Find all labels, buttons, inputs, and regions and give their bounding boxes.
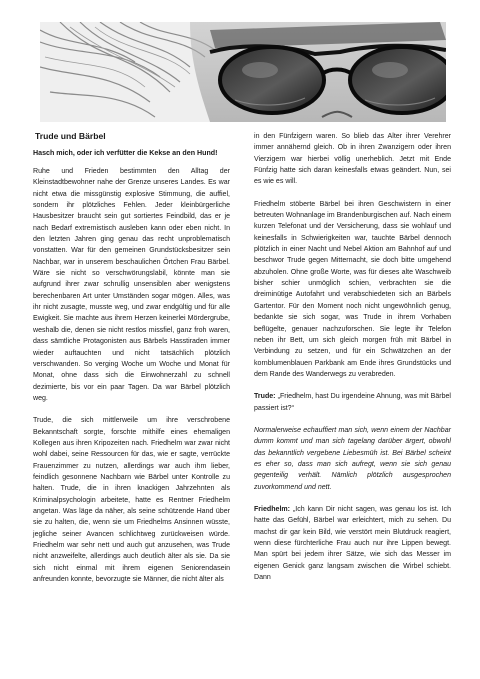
speaker-label: Friedhelm: <box>254 505 291 513</box>
paragraph: in den Fünfzigern waren. So blieb das Alter ihrer Verehrer immer annähernd gleich. Ob in ihren Zwanzigern oder ihren Vierzigern war hierbei völlig unerheblich. Jetzt mit Ende Fünfzig hatte sich daran keinesfalls etwas geändert. Nun, sei es wie es will. <box>254 133 451 186</box>
paragraph: Friedhelm stöberte Bärbel bei ihren Geschwistern in einer betreuten Wohnanlage im Brandenburgischen auf. Nach einem kurzen Telefonat und der Versicherung, dass sie wohlauf und keinesfalls in Schwierigkeiten war, tauchte Bärbel dennoch plötzlich in einer Nacht und Nebel Aktion am Bahnhof auf und beschwor Trude gegen Mitternacht, sie doch bitte umgehend abzuholen. Ohne große Worte, was für dieses alte Waschweib bisher schier unmöglich schien, verbrachten sie die dreiminütige Autofahrt und verabschiedeten sich an Bärbels Gartentor. Für den Moment noch nicht ungewöhnlich genug, bedankte sie sich sogar, was Trude in ihrem Vorhaben beflügelte, genauer nachzuforschen. Sie legte ihr Telefon neben ihr Bett, um sich gleich morgen früh mit Bärbel in Verbindung zu setzen, und für ein Schwätzchen an der kornblumenblauen Parkbank am Ende ihres Grundstücks und dem Rande des Wanderwegs zu verabreden. <box>254 200 451 378</box>
paragraph: Ruhe und Frieden bestimmten den Alltag der Kleinstadtbewohner nahe der Grenze unseres Landes. Es war nicht etwa die missgünstig explosive Stimmung, die auffiel, sondern ihr plötzliches Fehlen. Jeder kleinbürgerliche Hausbesitzer braucht sein gut sortiertes Feindbild, das er je nach Bedarf extremistisch ausleben kann oder eben nicht. In den letzten Jahren ging genau das recht unproblematisch vonstatten. War für den gemeinen Grundstücksbesitzer sein Nachbar, war in unserem beschaulichen Örtchen Frau Bärbel. Wäre sie nicht so verschwörungslabil, könnte man sie aufgrund ihrer zwar schrullig unsensiblen aber wenigstens berechenbaren Art unter Umständen sogar mögen. Alles, was ihr nicht zusagte, musste weg, und zwar endgültig und für alle Ewigkeit. Sie machte aus ihrem Herzen keinerlei Mördergrube, weshalb die, denen sie nicht restlos missfiel, ganz froh waren, dass sämtliche Protagonisten aus Bärbels Hasstiraden immer wieder auftauchten und nicht tatsächlich plötzlich verschwanden. So verging Woche um Woche und Monat für Monat, ohne dass sich die Einwohnerzahl zu schnell dezimierte, bis vor ein paar Tagen. Da war Bärbel plötzlich weg. <box>33 168 230 402</box>
dialogue-text: „Ich kann Dir nicht sagen, was genau los ist. Ich hatte das Gefühl, Bärbel war erleichtert, mich zu sehen. Du machst dir gar kein Bild, wie verstört mein Blutdruck reagiert, wenn diese fürchterliche Frau auch nur ihre Lippen bewegt. Man spürt bei jedem ihrer Sätze, wie sich das Messer im eigenen Genick ganz langsam zwischen die Wirbel schiebt. Dann <box>254 505 451 582</box>
header-photo-sunglasses <box>40 22 446 122</box>
article-title: Trude und Bärbel <box>35 131 106 141</box>
paragraph: Trude, die sich mittlerweile um ihre verschrobene Bekanntschaft sorgte, forschte mithilfe eines ehemaligen Kollegen aus ihren Kripozeiten nach. Friedhelm war zwar nicht wohl dabei, seine Ressourcen für das, wie er sagte, verrückte Frauenzimmer zu nutzen, allerdings war auch ihm lieber, feindlich gesonnene Nachbarn wie Bärbel unter Kontrolle zu halten. Trude, die in ihren knackigen Jahrzehnten als Kriminalpsychologin arbeitete, hatte es Rentner Friedhelm angetan. Was läge da näher, als seine schützende Hand über sie zu halten, die, wenn sie um Friedhelms Ansinnen wüsste, jegliche seiner Avancen schlichtweg zurückweisen würde. Friedhelm war sehr nett und auch gut anzusehen, was Trude nicht anzweifelte, allerdings auch deutlich älter als sie. Da sie sich nicht einmal mit ihrem eigenen Seniorendasein anfreunden konnte, bevorzugte sie Männer, die nicht älter als <box>33 417 230 584</box>
article-subtitle: Hasch mich, oder ich verfütter die Kekse an den Hund! <box>33 149 218 157</box>
right-column <box>254 131 451 594</box>
sunglasses-photo-graphic <box>40 22 446 122</box>
dialogue-trude <box>254 391 451 414</box>
dialogue-text: „Friedhelm, hast Du irgendeine Ahnung, was mit Bärbel passiert ist?“ <box>254 393 451 412</box>
speaker-label: Trude: <box>254 393 276 401</box>
dialogue-friedhelm <box>254 504 451 583</box>
italic-paragraph: Normalerweise echauffiert man sich, wenn einem der Nachbar dumm kommt und man sich tagelang darüber ärgert, obwohl das bekanntlich vergebene Liebesmüh ist. Bei Bärbel scheint es eher so, dass man sich aufregt, wenn sie sich genau gegenteilig verhält. Nämlich plötzlich ausgesprochen zuvorkommend und nett. <box>254 426 451 491</box>
left-column <box>33 131 230 596</box>
